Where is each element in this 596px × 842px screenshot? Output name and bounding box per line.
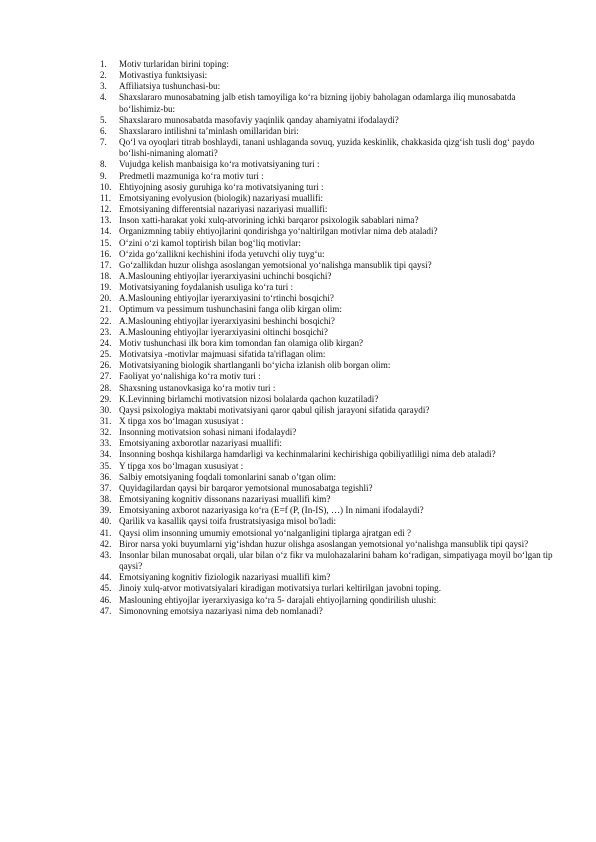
question-item xyxy=(100,494,560,505)
question-text: Emotsiyaning axborotlar nazariyasi muallifi: xyxy=(119,438,282,449)
question-item xyxy=(100,115,560,126)
question-number: 45. xyxy=(100,583,112,594)
question-number: 23. xyxy=(100,326,112,337)
question-number: 47. xyxy=(100,605,112,616)
question-item xyxy=(100,92,560,114)
question-number: 46. xyxy=(100,594,112,605)
question-text: Vujudga kelish manbaisiga ko‘ra motivatsiyaning turi : xyxy=(119,159,320,170)
question-item xyxy=(100,438,560,449)
question-number: 44. xyxy=(100,572,112,583)
question-text: Emotsiyaning differentsial nazariyasi nazariyasi muallifi: xyxy=(119,204,328,215)
question-text: A.Maslouning ehtiyojlar iyerarxiyasini oltinchi bosqichi? xyxy=(119,326,328,337)
question-item xyxy=(100,260,560,271)
question-text: Qaysi psixologiya maktabi motivatsiyani qaror qabul qilish jarayoni sifatida qaraydi? xyxy=(119,404,430,415)
question-text: A.Maslouning ehtiyojlar iyerarxiyasini to‘rtinchi bosqichi? xyxy=(119,293,334,304)
question-item xyxy=(100,528,560,539)
question-text: Quyidagilardan qaysi bir barqaror yemotsional munosabatga tegishli? xyxy=(119,482,373,493)
question-item xyxy=(100,81,560,92)
question-item xyxy=(100,238,560,249)
question-item xyxy=(100,539,560,550)
question-number: 34. xyxy=(100,449,112,460)
question-number: 31. xyxy=(100,416,112,426)
question-number: 37. xyxy=(100,482,112,493)
question-item xyxy=(100,271,560,282)
question-item xyxy=(100,327,560,338)
question-item xyxy=(100,349,560,360)
question-number: 10. xyxy=(100,181,112,192)
question-number: 42. xyxy=(100,538,112,549)
question-number: 7. xyxy=(100,137,107,148)
question-number: 24. xyxy=(100,337,112,348)
question-number: 36. xyxy=(100,471,112,482)
question-text: Ehtiyojning asosiy guruhiga ko‘ra motivatsiyaning turi : xyxy=(119,181,324,192)
question-text: Organizmning tabiiy ehtiyojlarini qondirishga yo‘naltirilgan motivlar nima deb ataladi? xyxy=(119,226,438,237)
question-text: Emotsiyaning kognitiv fiziologik nazariyasi muallifi kim? xyxy=(119,572,331,583)
question-number: 21. xyxy=(100,304,112,315)
question-item xyxy=(100,516,560,527)
question-text: Qo‘l va oyoqlari titrab boshlaydi, tanani ushlaganda sovuq, yuzida keskinlik, chakkasida qizg‘ish tusli dog‘ paydo bo‘lishi-nimaning alomati? xyxy=(119,137,535,159)
question-item xyxy=(100,304,560,315)
question-item xyxy=(100,171,560,182)
question-item xyxy=(100,550,560,572)
question-item xyxy=(100,483,560,494)
question-number: 27. xyxy=(100,371,112,382)
question-item xyxy=(100,461,560,472)
question-number: 38. xyxy=(100,494,112,505)
question-text: Motivastiya funktsiyasi: xyxy=(119,70,208,81)
question-item xyxy=(100,293,560,304)
question-number: 26. xyxy=(100,360,112,371)
question-number: 19. xyxy=(100,282,112,293)
question-number: 15. xyxy=(100,237,112,248)
question-number: 41. xyxy=(100,527,112,538)
question-text: Biror narsa yoki buyumlarni yig‘ishdan huzur olishga asoslangan yemotsional yo‘nalishga mansublik tipi qaysi? xyxy=(119,538,529,549)
question-text: Insonlar bilan munosabat orqali, ular bilan o‘z fikr va mulohazalarini baham ko‘radigan, simpatiyaga moyil bo‘lgan tip qaysi? xyxy=(119,549,553,572)
question-number: 8. xyxy=(100,159,107,170)
question-item xyxy=(100,583,560,594)
question-list xyxy=(100,59,560,617)
question-text: Shaxsning ustanovkasiga ko‘ra motiv turi : xyxy=(119,382,276,393)
question-item xyxy=(100,282,560,293)
question-number: 5. xyxy=(100,114,107,125)
question-text: Shaxslararo intilishni ta’minlash omillaridan biri: xyxy=(119,125,299,136)
question-text: Shaxslararo munosabatning jalb etish tamoyiliga ko‘ra bizning ijobiy baholagan odamlarga iliq munosabatda bo‘lishimiz-bu: xyxy=(119,92,516,114)
question-number: 28. xyxy=(100,382,112,393)
question-text: Motiv turlaridan birini toping: xyxy=(119,59,229,69)
question-item xyxy=(100,59,560,70)
question-number: 40. xyxy=(100,516,112,527)
question-number: 12. xyxy=(100,204,112,215)
question-item xyxy=(100,416,560,427)
question-item xyxy=(100,215,560,226)
question-number: 35. xyxy=(100,460,112,471)
question-item xyxy=(100,204,560,215)
question-text: Insonning boshqa kishilarga hamdarligi va kechinmalarini kechirishiga qobiliyatliligi nima deb ataladi? xyxy=(119,449,496,460)
question-number: 14. xyxy=(100,226,112,237)
question-text: Motivatsiyaning biologik shartlanganli bo‘yicha izlanish olib borgan olim: xyxy=(119,360,391,371)
question-item xyxy=(100,595,560,606)
question-text: Optimum va pessimum tushunchasini fanga olib kirgan olim: xyxy=(119,304,342,315)
question-number: 20. xyxy=(100,293,112,304)
question-text: O‘zida go‘zallikni kechishini ifoda yetuvchi oliy tuyg‘u: xyxy=(119,248,325,259)
question-text: Emotsiyaning kognitiv dissonans nazariyasi muallifi kim? xyxy=(119,494,331,505)
question-text: Affiliatsiya tushunchasi-bu: xyxy=(119,81,221,92)
question-item xyxy=(100,505,560,516)
question-number: 30. xyxy=(100,404,112,415)
question-text: Jinoiy xulq-atvor motivatsiyalari kiradigan motivatsiya turlari keltirilgan javobni toping. xyxy=(119,583,442,594)
question-number: 17. xyxy=(100,259,112,270)
question-item xyxy=(100,137,560,159)
question-item xyxy=(100,427,560,438)
question-item xyxy=(100,472,560,483)
question-text: Motivatsiya -motivlar majmuasi sifatida ta'riflagan olim: xyxy=(119,349,326,360)
question-item xyxy=(100,316,560,327)
question-text: Salbiy emotsiyaning foqdali tomonlarini sanab o’tgan olim: xyxy=(119,471,337,482)
question-item xyxy=(100,405,560,416)
question-item xyxy=(100,338,560,349)
question-number: 39. xyxy=(100,505,112,516)
question-number: 25. xyxy=(100,349,112,360)
question-number: 16. xyxy=(100,248,112,259)
question-text: A.Maslouning ehtiyojlar iyerarxiyasini uchinchi bosqichi? xyxy=(119,270,332,281)
question-item xyxy=(100,182,560,193)
question-number: 32. xyxy=(100,427,112,438)
question-text: Emotsiyaning axborot nazariyasiga ko‘ra (E=f (P, (In-IS), …) In nimani ifodalaydi? xyxy=(119,505,424,516)
question-text: A.Maslouning ehtiyojlar iyerarxiyasini beshinchi bosqichi? xyxy=(119,315,335,326)
question-text: Predmetli mazmuniga ko‘ra motiv turi : xyxy=(119,170,264,181)
question-text: Qaysi olim insonning umumiy emotsional yo‘nalganligini tiplarga ajratgan edi ? xyxy=(119,527,412,538)
question-text: Qarilik va kasallik qaysi toifa frustratsiyasiga misol bo'ladi: xyxy=(119,516,337,527)
question-text: Inson xatti-harakat yoki xulq-atvorining ichki barqaror psixologik sabablari nima? xyxy=(119,215,419,226)
question-item xyxy=(100,126,560,137)
question-text: Shaxslararo munosabatda masofaviy yaqinlik qanday ahamiyatni ifodalaydi? xyxy=(119,114,399,125)
question-text: Y tipga xos bo‘lmagan xususiyat : xyxy=(119,460,244,471)
question-item xyxy=(100,70,560,81)
question-number: 6. xyxy=(100,125,107,136)
question-item xyxy=(100,572,560,583)
question-number: 2. xyxy=(100,70,107,81)
question-number: 4. xyxy=(100,92,107,103)
question-item xyxy=(100,449,560,460)
question-text: Faoliyat yo‘nalishiga ko‘ra motiv turi : xyxy=(119,371,261,382)
question-item xyxy=(100,159,560,170)
question-item xyxy=(100,394,560,405)
question-text: Maslouning ehtiyojlar iyerarxiyasiga ko‘ra 5- darajali ehtiyojlarning qondirilish ulushi: xyxy=(119,594,437,605)
question-number: 22. xyxy=(100,315,112,326)
question-text: Emotsiyaning evolyusion (biologik) nazariyasi muallifi: xyxy=(119,192,324,203)
question-number: 43. xyxy=(100,549,112,560)
question-text: X tipga xos bo‘lmagan xususiyat : xyxy=(119,416,244,426)
question-text: Go‘zallikdan huzur olishga asoslangan yemotsional yo‘nalishga mansublik tipi qaysi? xyxy=(119,259,432,270)
question-item xyxy=(100,606,560,617)
question-number: 1. xyxy=(100,59,107,69)
question-item xyxy=(100,249,560,260)
question-item xyxy=(100,193,560,204)
question-number: 11. xyxy=(100,192,112,203)
question-text: K.Levinning birlamchi motivatsion nizosi bolalarda qachon kuzatiladi? xyxy=(119,393,379,404)
question-number: 33. xyxy=(100,438,112,449)
question-text: Insonning motivatsion sohasi nimani ifodalaydi? xyxy=(119,427,297,438)
question-item xyxy=(100,226,560,237)
question-item xyxy=(100,371,560,382)
question-item xyxy=(100,360,560,371)
question-number: 3. xyxy=(100,81,107,92)
question-text: Motivatsiyaning foydalanish usuliga ko‘ra turi : xyxy=(119,282,294,293)
question-item xyxy=(100,383,560,394)
question-number: 13. xyxy=(100,215,112,226)
question-number: 18. xyxy=(100,270,112,281)
question-text: Motiv tushunchasi ilk bora kim tomondan fan olamiga olib kirgan? xyxy=(119,337,364,348)
question-number: 29. xyxy=(100,393,112,404)
question-text: Simonovning emotsiya nazariyasi nima deb nomlanadi? xyxy=(119,605,323,616)
question-text: O‘zini o‘zi kamol toptirish bilan bog‘liq motivlar: xyxy=(119,237,301,248)
question-number: 9. xyxy=(100,170,107,181)
